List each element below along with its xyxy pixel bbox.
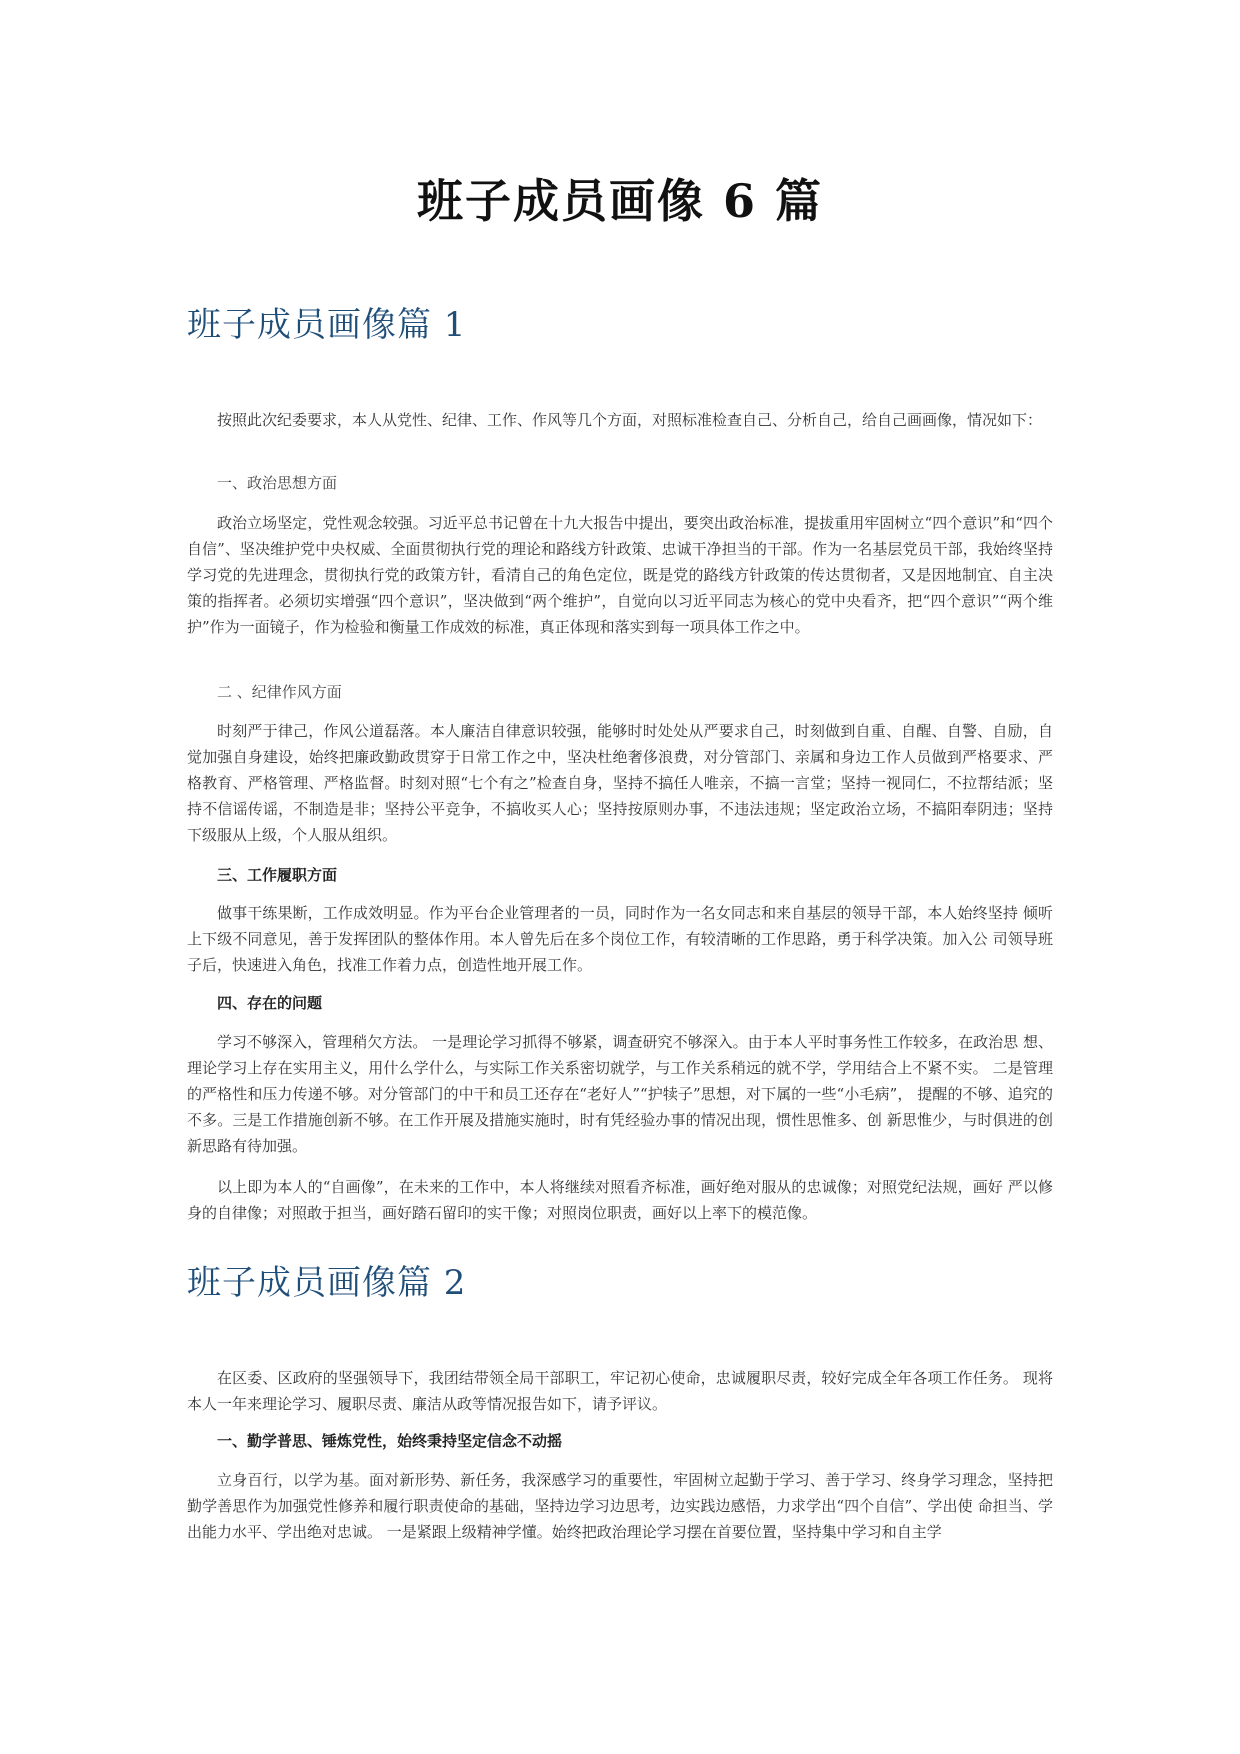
article-1-section-4-title: 四、存在的问题 (217, 994, 323, 1012)
article-1-section-2-block (187, 718, 1053, 848)
article-1-section-1-body: 政治立场坚定，党性观念较强。习近平总书记曾在十九大报告中提出，要突出政治标准，提拔重用牢固树立“四个意识”和“四个自信”、坚决维护党中央权威、全面贯彻执行党的理论和路线方针政策、忠诚干净担当的干部。作为一名基层党员干部，我始终坚持学习党的先进理念，贯彻执行党的政策方针，看清自己的角色定位，既是党的路线方针政策的传达贯彻者，又是因地制宜、自主决策的指挥者。必须切实增强“四个意识”，坚决做到“两个维护”，自觉向以习近平同志为核心的党中央看齐，把“四个意识”“两个维护”作为一面镜子，作为检验和衡量工作成效的标准，真正体现和落实到每一项具体工作之中。 (187, 514, 1053, 636)
document-title: 班子成员画像 6 篇 (416, 174, 824, 228)
article-1-section-4-body: 学习不够深入，管理稍欠方法。 一是理论学习抓得不够紧，调查研究不够深入。由于本人平时事务性工作较多，在政治思 想、理论学习上存在实用主义，用什么学什么，与实际工作关系密切就学，与工作关系稍远的就不学，学用结合上不紧不实。 二是管理的严格性和压力传递不够。对分管部门的中干和员工还存在“老好人”“护犊子”思想，对下属的一些“小毛病”， 提醒的不够、追究的不多。三是工作措施创新不够。在工作开展及措施实施时，时有凭经验办事的情况出现，惯性思惟多、创 新思惟少，与时俱进的创新思路有待加强。 (187, 1033, 1053, 1155)
article-1-closing-block (187, 1174, 1053, 1226)
article-1-section-4-title-block (187, 990, 1053, 1016)
article-1-section-2-body: 时刻严于律己，作风公道磊落。本人廉洁自律意识较强，能够时时处处从严要求自己，时刻做到自重、自醒、自警、自励，自觉加强自身建设，始终把廉政勤政贯穿于日常工作之中，坚决杜绝奢侈浪费，对分管部门、亲属和身边工作人员做到严格要求、严格教育、严格管理、严格监督。时刻对照“七个有之”检查自身，坚持不搞任人唯亲，不搞一言堂；坚持一视同仁，不拉帮结派；坚持不信谣传谣，不制造是非；坚持公平竞争，不搞收买人心；坚持按原则办事，不违法违规；坚定政治立场，不搞阳奉阴违；坚持下级服从上级，个人服从组织。 (187, 722, 1053, 844)
article-1-intro: 按照此次纪委要求，本人从党性、纪律、工作、作风等几个方面，对照标准检查自己、分析自己，给自己画画像，情况如下： (217, 411, 1043, 429)
article-1-section-3-title: 三、工作履职方面 (217, 866, 338, 884)
article-1-heading: 班子成员画像篇 1 (187, 305, 467, 345)
article-1-closing: 以上即为本人的“自画像”，在未来的工作中，本人将继续对照看齐标准，画好绝对服从的忠诚像；对照党纪法规，画好 严以修身的自律像；对照敢于担当，画好踏石留印的实干像；对照岗位职责，画好以上率下的模范像。 (187, 1178, 1053, 1222)
article-1-section-1-title: 一、政治思想方面 (217, 474, 338, 492)
article-1-section-2-title: 二 、纪律作风方面 (217, 683, 342, 701)
article-2-intro: 在区委、区政府的坚强领导下，我团结带领全局干部职工，牢记初心使命，忠诚履职尽责，较好完成全年各项工作任务。 现将本人一年来理论学习、履职尽责、廉洁从政等情况报告如下，请予评议。 (187, 1369, 1053, 1413)
article-1-section-3-title-block (187, 862, 1053, 888)
article-1-section-2-title-block (187, 679, 1053, 705)
article-2-section-1-title-block (187, 1428, 1053, 1454)
article-2-heading: 班子成员画像篇 2 (187, 1263, 467, 1303)
article-1-section-3-body: 做事干练果断，工作成效明显。作为平台企业管理者的一员，同时作为一名女同志和来自基层的领导干部，本人始终坚持 倾听上下级不同意见，善于发挥团队的整体作用。本人曾先后在多个岗位工作，有较清晰的工作思路，勇于科学决策。加入公 司领导班子后，快速进入角色，找准工作着力点，创造性地开展工作。 (187, 904, 1053, 974)
article-2-section-1-title: 一、勤学普思、锤炼党性，始终秉持坚定信念不动摇 (217, 1432, 563, 1450)
article-1-section-3-block (187, 900, 1053, 978)
article-2-intro-block (187, 1365, 1053, 1417)
article-1-section-1-title-block (187, 470, 1053, 496)
article-2-section-1-body: 立身百行，以学为基。面对新形势、新任务，我深感学习的重要性，牢固树立起勤于学习、善于学习、终身学习理念，坚持把勤学善思作为加强党性修养和履行职责使命的基础，坚持边学习边思考，边实践边感悟，力求学出“四个自信”、学出使 命担当、学出能力水平、学出绝对忠诚。 一是紧跟上级精神学懂。始终把政治理论学习摆在首要位置，坚持集中学习和自主学 (187, 1471, 1053, 1541)
article-1-intro-block (187, 407, 1053, 433)
article-1-section-4-block (187, 1029, 1053, 1159)
article-2-section-1-block (187, 1467, 1053, 1545)
article-1-section-1-block (187, 510, 1053, 640)
